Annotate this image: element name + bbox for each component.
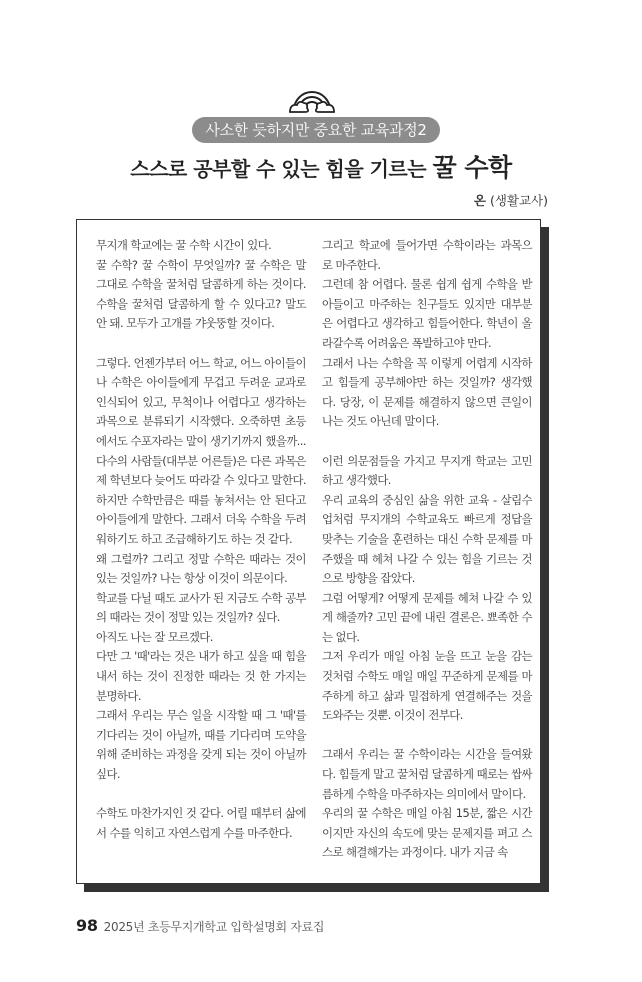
paragraph: 그리고 학교에 들어가면 수학이라는 과목으로 마주한다. [322, 238, 532, 272]
paragraph: 그럼 어떻게? 어떻게 문제를 헤쳐 나갈 수 있게 해줄까? 고민 끝에 내린 결론은. 뾰족한 수는 없다. [322, 590, 532, 644]
paragraph: 그래서 우리는 무슨 일을 시작할 때 그 '때'를 기다리는 것이 아닐까, 때를 기다리며 도약을 위해 준비하는 과정을 갖게 되는 것이 아닐까 싶다. [96, 708, 306, 782]
page-title-main: 스스로 공부할 수 있는 힘을 기르는 [130, 157, 433, 181]
paragraph: 그저 우리가 매일 아침 눈을 뜨고 눈을 감는 것처럼 수학도 매일 매일 꾸준하게 문제를 마주하게 하고 삶과 밀접하게 연결해주는 것을 도와주는 것뿐. 이것이 전부다. [322, 649, 532, 723]
rainbow-cloud-icon [288, 86, 336, 114]
paragraph: 그래서 우리는 꿀 수학이라는 시간을 들여왔다. 힘들게 말고 꿀처럼 달콤하게 때로는 쌉싸름하게 수학을 마주하자는 의미에서 말이다. [322, 747, 532, 801]
paragraph: 이런 의문점들을 가지고 무지개 학교는 고민하고 생각했다. [322, 453, 532, 488]
page-footer [76, 916, 324, 935]
book-title: 2025년 초등무지개학교 입학설명회 자료집 [103, 920, 325, 934]
paragraph: 왜 그럴까? 그리고 정말 수학은 때라는 것이 있는 것일까? 나는 항상 이것이 의문이다. [96, 551, 306, 586]
paragraph: 무지개 학교에는 꿀 수학 시간이 있다. [96, 238, 272, 252]
page-title [0, 148, 642, 184]
left-column [96, 236, 306, 843]
paragraph: 수학도 마찬가지인 것 같다. 어릴 때부터 삶에서 수를 익히고 자연스럽게 수를 마주한다. [96, 806, 306, 840]
paragraph: 그렇다. 언젠가부터 어느 학교, 어느 아이들이나 수학은 아이들에게 무겁고 두려운 교과로 인식되어 있고, 무척이나 어렵다고 생각하는 과목으로 분류되기 시작했다. 오죽하면 초등에서도 수포자라는 말이 생기기까지 했을까... 다수의 사람들(대부분 어른들)은 다른 과목은 제 학년보다 늦어도 따라갈 수 있다고 말한다. 하지만 수학만큼은 때를 놓쳐서는 안 된다고 아이들에게 말한다. 그래서 더욱 수학을 두려워하기도 하고 조급해하기도 하는 것 같다. [96, 355, 306, 546]
paragraph: 그런데 참 어렵다. 물론 쉽게 쉽게 수학을 받아들이고 마주하는 친구들도 있지만 대부분은 어렵다고 생각하고 힘들어한다. 학년이 올라갈수록 어려움은 폭발하고야 만다. [322, 277, 532, 350]
paragraph: 꿀 수학? 꿀 수학이 무엇일까? 꿀 수학은 말 그대로 수학을 꿀처럼 달콤하게 하는 것이다. 수학을 꿀처럼 달콤하게 할 수 있다고? 말도 안 돼. 모두가 고개를 갸웃뚱할 것이다. [96, 257, 306, 331]
paragraph: 아직도 나는 잘 모르겠다. [96, 629, 213, 644]
page-number: 98 [76, 916, 98, 935]
author-line [474, 191, 548, 209]
paragraph: 그래서 나는 수학을 꼭 이렇게 어렵게 시작하고 힘들게 공부해야만 하는 것일까? 생각했다. 당장, 이 문제를 해결하지 않으면 큰일이 나는 것도 아닌데 말이다. [322, 355, 532, 429]
paragraph: 학교를 다닐 때도 교사가 된 지금도 수학 공부의 때라는 것이 정말 있는 것일까? 싶다. [96, 590, 306, 625]
paragraph: 우리 교육의 중심인 삶을 위한 교육 - 살림수업처럼 무지개의 수학교육도 빠르게 정답을 맞추는 기술을 훈련하는 대신 수학 문제를 마주했을 때 헤쳐 나갈 수 있는 힘을 기르는 것으로 방향을 잡았다. [322, 492, 532, 586]
author-role: (생활교사) [485, 193, 548, 208]
section-subtitle-badge: 사소한 듯하지만 중요한 교육과정2 [192, 117, 440, 143]
author-name: 온 [473, 193, 486, 208]
page-title-emphasis: 꿀 수학 [432, 153, 512, 182]
paragraph: 다만 그 '때'라는 것은 내가 하고 싶을 때 힘을 내서 하는 것이 진정한 때라는 것 한 가지는 분명하다. [96, 649, 306, 703]
right-column [322, 236, 532, 863]
paragraph: 우리의 꿀 수학은 매일 아침 15분, 짧은 시간이지만 자신의 속도에 맞는 문제지를 펴고 스스로 해결해가는 과정이다. 내가 지금 속 [322, 806, 532, 860]
